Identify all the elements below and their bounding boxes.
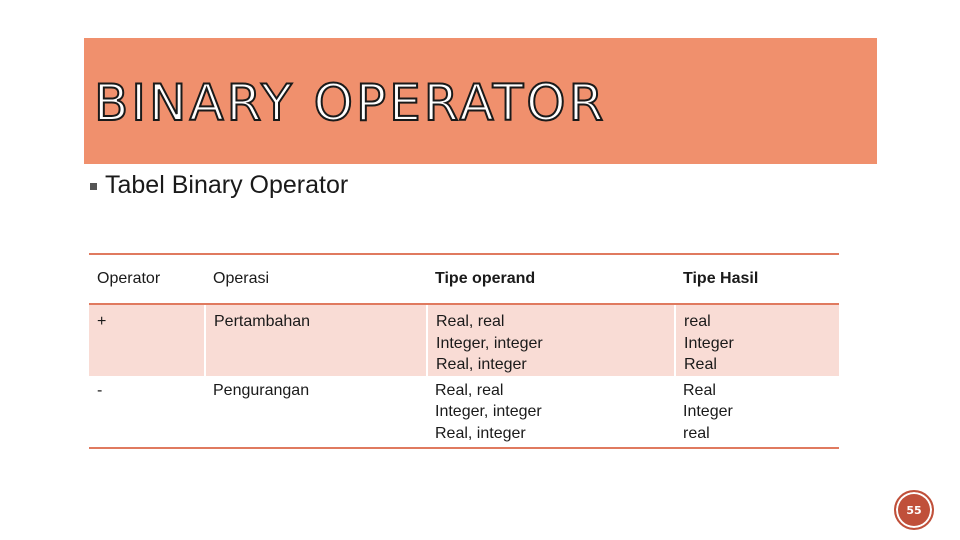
operand-line: Real, real [435, 381, 504, 399]
header-operasi: Operasi [205, 254, 427, 304]
operand-line: Real, integer [435, 424, 526, 442]
header-operator: Operator [89, 254, 205, 304]
header-tipe-operand: Tipe operand [427, 254, 675, 304]
result-line: Integer [683, 403, 733, 420]
result-line: real [683, 424, 710, 442]
operand-line: Integer, integer [435, 403, 542, 420]
binary-operator-table [89, 253, 839, 449]
cell-tipe-operand [427, 376, 675, 449]
slide-title: BINARY OPERATOR [94, 74, 607, 132]
cell-tipe-operand [427, 304, 675, 376]
cell-tipe-hasil [675, 304, 839, 376]
cell-operator: + [89, 304, 205, 376]
cell-operator: - [89, 376, 205, 449]
table-header-row [89, 254, 839, 304]
page-number: 55 [906, 503, 922, 517]
cell-operasi: Pertambahan [205, 304, 427, 376]
result-line: Real [683, 381, 716, 399]
result-line: Real [684, 356, 717, 373]
table-row [89, 376, 839, 449]
page-number-badge [894, 490, 934, 530]
result-line: Integer [684, 334, 734, 352]
operand-line: Real, integer [436, 356, 527, 373]
operand-line: Real, real [436, 313, 505, 330]
cell-operasi: Pengurangan [205, 376, 427, 449]
bullet-item [90, 171, 348, 200]
operand-line: Integer, integer [436, 334, 543, 352]
header-tipe-hasil: Tipe Hasil [675, 254, 839, 304]
cell-tipe-hasil [675, 376, 839, 449]
bullet-text: Tabel Binary Operator [105, 171, 349, 199]
result-line: real [684, 313, 711, 330]
table-row [89, 304, 839, 376]
square-bullet-icon [90, 183, 97, 190]
